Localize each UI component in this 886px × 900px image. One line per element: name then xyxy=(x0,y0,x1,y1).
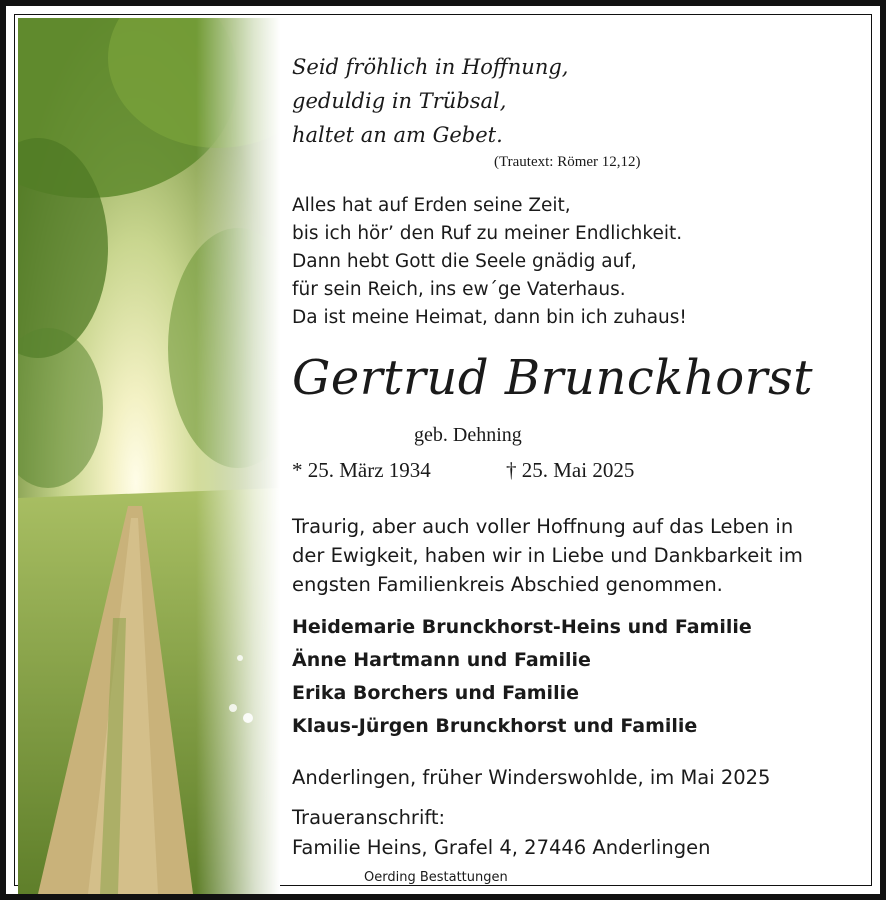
place-date: Anderlingen, früher Winderswohlde, im Mai 2025 xyxy=(292,766,771,789)
verse-line: haltet an am Gebet. xyxy=(292,123,503,147)
bible-verse xyxy=(292,50,568,152)
family-member: Änne Hartmann und Familie xyxy=(292,649,591,671)
address-value: Familie Heins, Grafel 4, 27446 Anderlingen xyxy=(292,836,711,859)
poem xyxy=(292,192,687,332)
mourning-address xyxy=(292,803,710,863)
family-member: Klaus-Jürgen Brunckhorst und Familie xyxy=(292,715,698,737)
undertaker-name: Oerding Bestattungen xyxy=(364,870,508,885)
family-member: Erika Borchers und Familie xyxy=(292,682,579,704)
verse-reference: (Trautext: Römer 12,12) xyxy=(494,154,641,170)
poem-line: Da ist meine Heimat, dann bin ich zuhaus! xyxy=(292,307,687,328)
mourning-line: der Ewigkeit, haben wir in Liebe und Dankbarkeit im xyxy=(292,544,803,567)
verse-line: geduldig in Trübsal, xyxy=(292,89,507,113)
deceased-name: Gertrud Brunckhorst xyxy=(292,350,814,406)
death-date: † 25. Mai 2025 xyxy=(506,458,635,482)
path-landscape-photo xyxy=(18,18,280,894)
poem-line: bis ich hör’ den Ruf zu meiner Endlichkeit. xyxy=(292,223,683,244)
poem-line: Alles hat auf Erden seine Zeit, xyxy=(292,195,571,216)
family-list xyxy=(292,611,752,743)
maiden-name: geb. Dehning xyxy=(414,424,522,446)
mourning-line: Traurig, aber auch voller Hoffnung auf das Leben in xyxy=(292,515,794,538)
mourning-text xyxy=(292,512,803,599)
family-member: Heidemarie Brunckhorst-Heins und Familie xyxy=(292,616,752,638)
address-label: Traueranschrift: xyxy=(292,806,446,829)
birth-date: * 25. März 1934 xyxy=(292,458,431,482)
verse-line: Seid fröhlich in Hoffnung, xyxy=(292,55,569,79)
mourning-line: engsten Familienkreis Abschied genommen. xyxy=(292,573,723,596)
poem-line: Dann hebt Gott die Seele gnädig auf, xyxy=(292,251,637,272)
poem-line: für sein Reich, ins ew´ge Vaterhaus. xyxy=(292,279,626,300)
